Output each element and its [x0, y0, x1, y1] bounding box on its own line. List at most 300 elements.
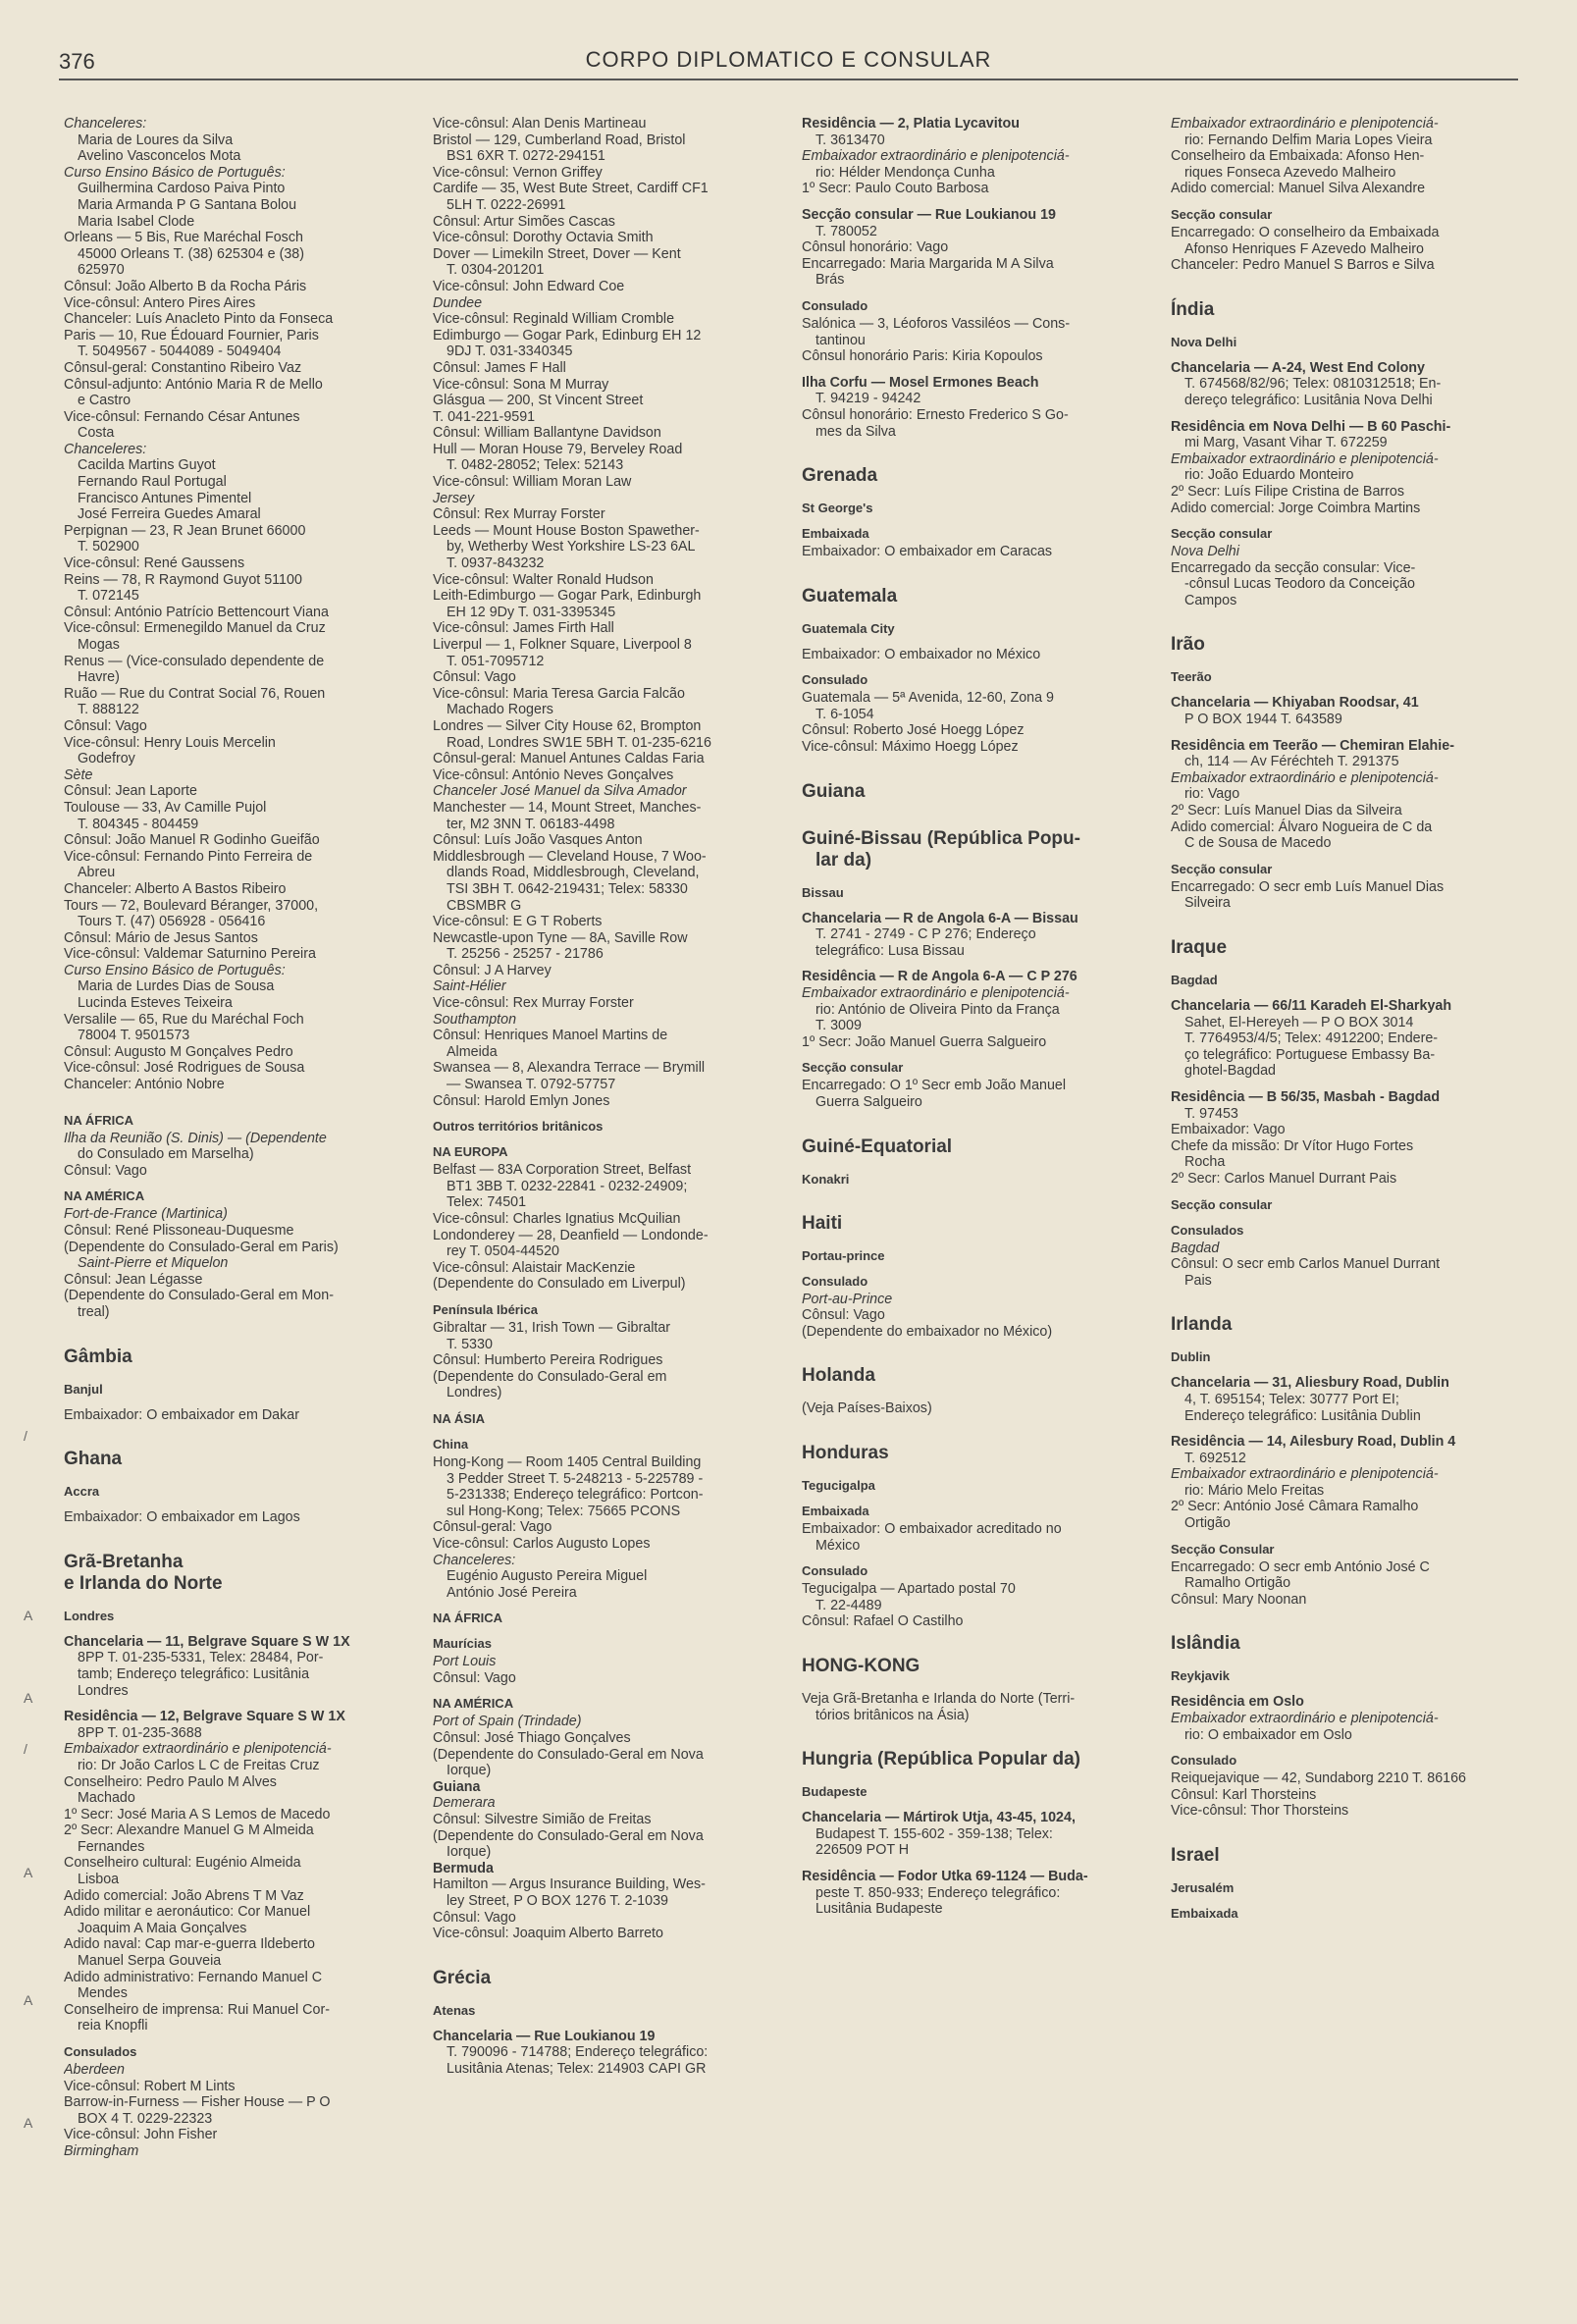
entry-line: Cônsul honorário: Ernesto Frederico S Go-	[802, 406, 1069, 423]
entry-line: Embaixador extraordinário e plenipotenciá-	[1171, 1711, 1439, 1727]
entry-line: by, Wetherby West Yorkshire LS-23 6AL	[447, 539, 696, 555]
city-heading: Atenas	[433, 2002, 476, 2018]
entry-line: dereço telegráfico: Lusitânia Nova Delhi	[1184, 392, 1433, 408]
entry-line: Vice-cônsul: John Edward Coe	[433, 278, 625, 294]
entry-line: Embaixador extraordinário e plenipotenciá-	[1171, 116, 1439, 132]
entry-line: Almeida	[447, 1043, 498, 1060]
country-heading: Irlanda	[1171, 1314, 1233, 1336]
entry-line: Lucinda Esteves Teixeira	[78, 995, 233, 1012]
entry-line: Tours — 72, Boulevard Béranger, 37000,	[64, 897, 319, 914]
entry-line: rio: Vago	[1184, 786, 1240, 803]
entry-line: T. 2741 - 2749 - C P 276; Endereço	[815, 926, 1036, 943]
entry-line: peste T. 850-933; Endereço telegráfico:	[815, 1884, 1061, 1901]
country-heading: Honduras	[802, 1442, 889, 1463]
section-heading: Consulados	[1171, 1222, 1244, 1238]
entry-line: mes da Silva	[815, 423, 896, 440]
entry-line: Cônsul: Roberto José Hoegg López	[802, 722, 1025, 739]
section-heading: Península Ibérica	[433, 1301, 538, 1317]
country-heading: Grécia	[433, 1967, 492, 1988]
entry-line: Chefe da missão: Dr Vítor Hugo Fortes	[1171, 1137, 1414, 1154]
entry-line: 2º Secr: Luís Manuel Dias da Silveira	[1171, 803, 1402, 819]
section-heading: NA ÁFRICA	[64, 1112, 134, 1128]
entry-line: mi Marg, Vasant Vihar T. 672259	[1184, 435, 1388, 451]
entry-line: Port of Spain (Trindade)	[433, 1714, 582, 1730]
entry-line: P O BOX 1944 T. 643589	[1184, 712, 1342, 728]
entry-line: Residência — 2, Platia Lycavitou	[802, 116, 1020, 132]
entry-line: Toulouse — 33, Av Camille Pujol	[64, 799, 267, 816]
entry-line: Godefroy	[78, 751, 135, 767]
entry-line: (Dependente do embaixador no México)	[802, 1323, 1053, 1340]
entry-line: Road, Londres SW1E 5BH T. 01-235-6216	[447, 734, 711, 751]
entry-line: Cônsul: J A Harvey	[433, 962, 552, 978]
country-heading: Guiana	[802, 780, 866, 802]
entry-line: Southampton	[433, 1011, 517, 1028]
entry-line: Vice-cônsul: Fernando Pinto Ferreira de	[64, 848, 313, 865]
entry-line: rio: António de Oliveira Pinto da França	[815, 1001, 1060, 1018]
entry-line: (Dependente do Consulado-Geral em Nova	[433, 1746, 704, 1763]
country-heading: Ghana	[64, 1449, 123, 1470]
entry-line: Cônsul honorário Paris: Kiria Kopoulos	[802, 348, 1043, 365]
entry-line: 2º Secr: Alexandre Manuel G M Almeida	[64, 1822, 314, 1839]
entry-line: T. 3009	[815, 1018, 862, 1034]
country-heading: Holanda	[802, 1365, 875, 1387]
entry-line: Afonso Henriques F Azevedo Malheiro	[1184, 240, 1424, 257]
spacer	[1171, 409, 1513, 419]
entry-line: Cônsul: Humberto Pereira Rodrigues	[433, 1352, 663, 1369]
entry-line: Renus — (Vice-consulado dependente de	[64, 653, 325, 669]
section-heading: Maurícias	[433, 1636, 492, 1652]
entry-line: (Dependente do Consulado-Geral em Mon-	[64, 1288, 334, 1304]
entry-line: Hamilton — Argus Insurance Building, Wes-	[433, 1876, 706, 1893]
entry-line: Adido comercial: Jorge Coimbra Martins	[1171, 500, 1421, 516]
entry-line: Lisboa	[78, 1872, 120, 1888]
entry-line: T. 674568/82/96; Telex: 0810312518; En-	[1184, 376, 1442, 393]
entry-line: Cônsul: Mary Noonan	[1171, 1591, 1307, 1608]
entry-line: e Castro	[78, 393, 131, 409]
entry-line: T. 94219 - 94242	[815, 391, 921, 407]
section-heading: Outros territórios britânicos	[433, 1119, 604, 1135]
country-heading: lar da)	[815, 849, 872, 871]
entry-line: T. 888122	[78, 702, 139, 718]
entry-line: Belfast — 83A Corporation Street, Belfast	[433, 1162, 692, 1179]
spacer	[1171, 728, 1513, 738]
column-1	[64, 116, 433, 2304]
edge-mark: A	[24, 1865, 33, 1880]
entry-line: Cônsul: João Manuel R Godinho Gueifão	[64, 832, 320, 849]
entry-line: Embaixador: Vago	[1171, 1122, 1286, 1138]
edge-mark: A	[24, 2115, 33, 2131]
entry-line: CBSMBR G	[447, 897, 522, 914]
entry-line: Embaixador: O embaixador em Lagos	[64, 1509, 300, 1526]
entry-line: Vice-cônsul: José Rodrigues de Sousa	[64, 1060, 305, 1077]
entry-line: T. 0482-28052; Telex: 52143	[447, 457, 624, 474]
entry-line: Vice-cônsul: Vernon Griffey	[433, 164, 603, 181]
entry-line: 8PP T. 01-235-5331, Telex: 28484, Por-	[78, 1650, 324, 1666]
country-heading: Israel	[1171, 1845, 1220, 1866]
entry-line: Orleans — 5 Bis, Rue Maréchal Fosch	[64, 230, 303, 246]
entry-line: Guiana	[433, 1778, 481, 1795]
entry-line: 2º Secr: Carlos Manuel Durrant Pais	[1171, 1170, 1397, 1187]
entry-line: ghotel-Bagdad	[1184, 1063, 1277, 1080]
entry-line: Encarregado: O secr emb Luís Manuel Dias	[1171, 878, 1445, 895]
entry-line: reia Knopfli	[78, 2018, 148, 2034]
entry-line: Salónica — 3, Léoforos Vassiléos — Cons-	[802, 315, 1071, 332]
entry-line: Cônsul: Rafael O Castilho	[802, 1613, 964, 1630]
entry-line: Vice-cônsul: António Neves Gonçalves	[433, 766, 674, 783]
entry-line: rio: João Eduardo Monteiro	[1184, 467, 1354, 484]
entry-line: T. 7764953/4/5; Telex: 4912200; Endere-	[1184, 1030, 1439, 1047]
entry-line: (Dependente do Consulado-Geral em	[433, 1368, 667, 1385]
entry-line: Cônsul: James F Hall	[433, 359, 566, 376]
entry-line: Cônsul-geral: Constantino Ribeiro Vaz	[64, 359, 302, 376]
entry-line: Vice-cônsul: Rex Murray Forster	[433, 995, 634, 1012]
entry-line: Chanceler José Manuel da Silva Amador	[433, 783, 687, 800]
entry-line: Adido militar e aeronáutico: Cor Manuel	[64, 1904, 311, 1921]
page-header	[59, 43, 1518, 80]
entry-line: Vice-cônsul: Fernando César Antunes	[64, 408, 300, 425]
entry-line: Embaixador extraordinário e plenipotenciá-	[1171, 769, 1439, 786]
city-heading: Bagdad	[1171, 973, 1218, 987]
entry-line: T. 780052	[815, 223, 877, 239]
entry-line: Ruão — Rue du Contrat Social 76, Rouen	[64, 685, 326, 702]
entry-line: Hong-Kong — Room 1405 Central Building	[433, 1453, 702, 1470]
entry-line: Costa	[78, 425, 115, 442]
entry-line: Demerara	[433, 1795, 496, 1812]
entry-line: Dover — Limekiln Street, Dover — Kent	[433, 245, 681, 262]
entry-line: Leeds — Mount House Boston Spawether-	[433, 522, 700, 539]
entry-line: Maria de Loures da Silva	[78, 132, 234, 148]
entry-line: Fernando Raul Portugal	[78, 474, 227, 491]
city-heading: Accra	[64, 1484, 100, 1500]
column-4	[1171, 116, 1531, 2304]
entry-line: Brás	[815, 272, 845, 289]
entry-line: Vice-cônsul: Valdemar Saturnino Pereira	[64, 946, 316, 963]
entry-line: rey T. 0504-44520	[447, 1243, 559, 1260]
entry-line: Cônsul honorário: Vago	[802, 239, 949, 256]
entry-line: Campos	[1184, 592, 1237, 608]
column-3	[802, 116, 1171, 2304]
entry-line: Chancelaria — Mártirok Utja, 43-45, 1024,	[802, 1810, 1076, 1826]
entry-line: Chanceler: Luís Anacleto Pinto da Fonseca	[64, 311, 334, 328]
entry-line: 78004 T. 9501573	[78, 1028, 190, 1044]
entry-line: Chancelaria — R de Angola 6-A — Bissau	[802, 910, 1078, 926]
country-heading: Guiné-Bissau (República Popu-	[802, 827, 1080, 849]
entry-line: 1º Secr: Paulo Couto Barbosa	[802, 181, 989, 197]
entry-line: Embaixador: O embaixador em Caracas	[802, 544, 1053, 560]
entry-line: Conselheiro da Embaixada: Afonso Hen-	[1171, 148, 1425, 165]
entry-line: Eugénio Augusto Pereira Miguel	[447, 1568, 648, 1585]
country-heading: Grenada	[802, 465, 878, 487]
entry-line: T. 041-221-9591	[433, 408, 536, 425]
entry-line: Vice-cônsul: John Fisher	[64, 2127, 218, 2143]
section-heading: Consulado	[802, 672, 868, 688]
entry-line: Cônsul: René Plissoneau-Duquesme	[64, 1223, 294, 1239]
entry-line: (Dependente do Consulado-Geral em Nova	[433, 1827, 704, 1844]
entry-line: telegráfico: Lusa Bissau	[815, 942, 965, 959]
entry-line: Curso Ensino Básico de Português:	[64, 962, 286, 978]
edge-mark: /	[24, 1428, 27, 1444]
entry-line: Vice-cônsul: Máximo Hoegg López	[802, 739, 1019, 756]
section-heading: NA AMÉRICA	[433, 1696, 514, 1712]
entry-line: Manchester — 14, Mount Street, Manches-	[433, 799, 702, 816]
entry-line: dlands Road, Middlesbrough, Cleveland,	[447, 865, 700, 881]
city-heading: Jerusalém	[1171, 1880, 1235, 1895]
entry-line: rio: Mário Melo Freitas	[1184, 1482, 1325, 1499]
entry-line: Swansea — 8, Alexandra Terrace — Brymill	[433, 1060, 706, 1077]
entry-line: Chancelaria — 31, Aliesbury Road, Dublin	[1171, 1375, 1449, 1392]
entry-line: do Consulado em Marselha)	[78, 1146, 254, 1163]
entry-line: Guerra Salgueiro	[815, 1094, 922, 1110]
country-heading: Irão	[1171, 634, 1205, 656]
spacer	[802, 1859, 1153, 1869]
entry-line: Vice-cônsul: Joaquim Alberto Barreto	[433, 1926, 663, 1942]
entry-line: tantinou	[815, 332, 866, 348]
entry-line: Vice-cônsul: Henry Louis Mercelin	[64, 734, 276, 751]
entry-line: Residência — B 56/35, Masbah - Bagdad	[1171, 1088, 1441, 1105]
entry-line: Francisco Antunes Pimentel	[78, 490, 252, 506]
section-heading: NA ÁSIA	[433, 1410, 485, 1426]
entry-line: Chancelaria — Rue Loukianou 19	[433, 2028, 656, 2044]
entry-line: Iorque)	[447, 1763, 492, 1779]
entry-line: Barrow-in-Furness — Fisher House — P O	[64, 2094, 331, 2111]
section-heading: Consulado	[802, 297, 868, 313]
entry-line: Conselheiro: Pedro Paulo M Alves	[64, 1773, 277, 1790]
entry-line: Guilhermina Cardoso Paiva Pinto	[78, 181, 286, 197]
entry-line: Maria Armanda P G Santana Bolou	[78, 196, 297, 213]
entry-line: Embaixador extraordinário e plenipotenciá-	[1171, 450, 1439, 467]
entry-line: Glásgua — 200, St Vincent Street	[433, 393, 644, 409]
entry-line: Vice-cônsul: Dorothy Octavia Smith	[433, 230, 654, 246]
entry-line: Bristol — 129, Cumberland Road, Bristol	[433, 132, 686, 148]
entry-line: Vice-cônsul: Maria Teresa Garcia Falcão	[433, 685, 685, 702]
entry-line: Silveira	[1184, 895, 1231, 912]
country-heading: Islândia	[1171, 1633, 1240, 1655]
entry-line: Cônsul: Augusto M Gonçalves Pedro	[64, 1043, 293, 1060]
entry-line: Cônsul: Jean Laporte	[64, 783, 197, 800]
entry-line: Maria de Lurdes Dias de Sousa	[78, 978, 275, 995]
spacer	[64, 1699, 415, 1709]
entry-line: Perpignan — 23, R Jean Brunet 66000	[64, 522, 306, 539]
entry-line: Endereço telegráfico: Lusitânia Dublin	[1184, 1407, 1421, 1424]
entry-line: Chancelaria — 66/11 Karadeh El-Sharkyah	[1171, 998, 1452, 1014]
entry-line: Versalile — 65, Rue du Maréchal Foch	[64, 1011, 304, 1028]
entry-line: Liverpul — 1, Folkner Square, Liverpool 8	[433, 637, 692, 653]
entry-line: Cacilda Martins Guyot	[78, 457, 216, 474]
entry-line: T. 692512	[1184, 1450, 1246, 1466]
entry-line: Pais	[1184, 1272, 1212, 1289]
entry-line: T. 790096 - 714788; Endereço telegráfico:	[447, 2044, 709, 2061]
edge-mark: A	[24, 1690, 33, 1706]
city-heading: Tegucigalpa	[802, 1477, 875, 1493]
entry-line: ley Street, P O BOX 1276 T. 2-1039	[447, 1893, 668, 1909]
directory-columns	[64, 116, 1531, 2304]
column-2	[433, 116, 802, 2304]
entry-line: 625970	[78, 262, 125, 279]
entry-line: Cônsul: Henriques Manoel Martins de	[433, 1028, 668, 1044]
entry-line: Cônsul: Vago	[64, 1162, 147, 1179]
entry-line: Joaquim A Maia Gonçalves	[78, 1920, 247, 1936]
entry-line: Fernandes	[78, 1838, 145, 1855]
section-heading: Secção consular	[802, 1060, 904, 1076]
section-heading: Consulados	[64, 2044, 137, 2059]
entry-line: EH 12 9Dy T. 031-3395345	[447, 604, 616, 620]
city-heading: Portau-prince	[802, 1247, 885, 1263]
entry-line: Residência — 14, Ailesbury Road, Dublin 4	[1171, 1434, 1456, 1451]
entry-line: 1º Secr: José Maria A S Lemos de Macedo	[64, 1806, 331, 1822]
entry-line: Cônsul: Vago	[433, 669, 516, 686]
entry-line: Saint-Pierre et Miquelon	[78, 1255, 229, 1272]
entry-line: 9DJ T. 031-3340345	[447, 343, 573, 360]
entry-line: Chanceler: António Nobre	[64, 1077, 225, 1093]
entry-line: Cônsul: Silvestre Simião de Freitas	[433, 1812, 652, 1828]
section-heading: China	[433, 1436, 469, 1452]
entry-line: Embaixador: O embaixador em Dakar	[64, 1406, 299, 1423]
entry-line: Ilha da Reunião (S. Dinis) — (Dependente	[64, 1130, 327, 1146]
entry-line: Vice-cônsul: Robert M Lints	[64, 2078, 236, 2094]
entry-line: Encarregado da secção consular: Vice-	[1171, 559, 1416, 576]
entry-line: António José Pereira	[447, 1584, 577, 1601]
entry-line: Port Louis	[433, 1654, 497, 1670]
spacer	[1171, 1424, 1513, 1434]
section-heading: Secção consular	[1171, 861, 1273, 876]
entry-line: (Veja Países-Baixos)	[802, 1400, 932, 1417]
city-heading: Londres	[64, 1608, 115, 1623]
entry-line: Tours T. (47) 056928 - 056416	[78, 914, 266, 930]
entry-line: Chancelaria — 11, Belgrave Square S W 1X	[64, 1633, 350, 1650]
city-heading: Budapeste	[802, 1784, 867, 1800]
entry-line: Vice-cônsul: Thor Thorsteins	[1171, 1803, 1349, 1820]
entry-line: Lusitânia Atenas; Telex: 214903 CAPI GR	[447, 2060, 707, 2077]
entry-line: Edimburgo — Gogar Park, Edinburg EH 12	[433, 327, 702, 343]
entry-line: sul Hong-Kong; Telex: 75665 PCONS	[447, 1503, 681, 1519]
entry-line: Reiquejavique — 42, Sundaborg 2210 T. 86166	[1171, 1770, 1466, 1787]
entry-line: Cônsul: João Alberto B da Rocha Páris	[64, 278, 307, 294]
entry-line: Chanceleres:	[64, 116, 147, 132]
entry-line: Cônsul: William Ballantyne Davidson	[433, 425, 661, 442]
entry-line: Adido naval: Cap mar-e-guerra Ildeberto	[64, 1936, 315, 1953]
entry-line: T. 3613470	[815, 132, 885, 148]
entry-line: Ramalho Ortigão	[1184, 1575, 1291, 1592]
entry-line: Newcastle-upon Tyne — 8A, Saville Row	[433, 929, 688, 946]
entry-line: BT1 3BB T. 0232-22841 - 0232-24909;	[447, 1178, 688, 1194]
entry-line: Londres	[78, 1682, 129, 1699]
entry-line: — Swansea T. 0792-57757	[447, 1077, 616, 1093]
entry-line: rio: O embaixador em Oslo	[1184, 1726, 1352, 1743]
country-heading: Índia	[1171, 298, 1215, 320]
section-heading: Consulado	[802, 1273, 868, 1289]
entry-line: 5-231338; Endereço telegráfico: Portcon-	[447, 1487, 704, 1504]
entry-line: rio: Dr João Carlos L C de Freitas Cruz	[78, 1757, 320, 1773]
entry-line: Cônsul: Karl Thorsteins	[1171, 1786, 1317, 1803]
entry-line: Chancelaria — A-24, West End Colony	[1171, 359, 1425, 376]
entry-line: Bermuda	[433, 1860, 494, 1876]
entry-line: Machado	[78, 1790, 135, 1807]
entry-line: Embaixador extraordinário e plenipotenciá-	[802, 985, 1070, 1002]
country-heading: Hungria (República Popular da)	[802, 1749, 1080, 1770]
entry-line: Vice-cônsul: Carlos Augusto Lopes	[433, 1535, 651, 1552]
entry-line: 226509 POT H	[815, 1842, 910, 1859]
entry-line: ço telegráfico: Portuguese Embassy Ba-	[1184, 1046, 1436, 1063]
entry-line: C de Sousa de Macedo	[1184, 835, 1332, 852]
spacer	[802, 197, 1153, 207]
city-heading: Teerão	[1171, 669, 1212, 685]
entry-line: Fort-de-France (Martinica)	[64, 1206, 228, 1223]
entry-line: Vice-cônsul: Sona M Murray	[433, 376, 609, 393]
entry-line: Dundee	[433, 294, 483, 311]
entry-line: Encarregado: O secr emb António José C	[1171, 1558, 1430, 1575]
edge-mark: A	[24, 1992, 33, 2008]
city-heading: St George's	[802, 501, 873, 516]
entry-line: Vice-cônsul: James Firth Hall	[433, 620, 614, 637]
entry-line: Chanceleres:	[64, 441, 147, 457]
edge-mark: /	[24, 1741, 27, 1757]
entry-line: Avelino Vasconcelos Mota	[78, 148, 241, 165]
section-heading: Secção consular	[1171, 1196, 1273, 1212]
entry-line: Londonderey — 28, Deanfield — Londonde-	[433, 1227, 709, 1243]
entry-line: Aberdeen	[64, 2062, 126, 2078]
entry-line: Sahet, El-Hereyeh — P O BOX 3014	[1184, 1014, 1414, 1030]
entry-line: BOX 4 T. 0229-22323	[78, 2110, 213, 2127]
entry-line: Cônsul: Artur Simões Cascas	[433, 213, 615, 230]
entry-line: Guatemala — 5ª Avenida, 12-60, Zona 9	[802, 690, 1054, 707]
country-heading: Grã-Bretanha	[64, 1551, 184, 1572]
entry-line: Encarregado: O 1º Secr emb João Manuel	[802, 1078, 1067, 1094]
entry-line: 45000 Orleans T. (38) 625304 e (38)	[78, 245, 305, 262]
country-heading: Guiné-Equatorial	[802, 1136, 953, 1157]
entry-line: T. 5049567 - 5044089 - 5049404	[78, 343, 282, 360]
entry-line: (Dependente do Consulado em Liverpul)	[433, 1276, 686, 1293]
entry-line: T. 072145	[78, 588, 139, 605]
city-heading: Konakri	[802, 1171, 850, 1187]
entry-line: Cônsul: José Thiago Gonçalves	[433, 1730, 631, 1747]
city-heading: Nova Delhi	[1171, 334, 1237, 349]
entry-line: Cônsul: Vago	[802, 1307, 885, 1324]
page-number: 376	[59, 49, 95, 74]
entry-line: Adido administrativo: Fernando Manuel C	[64, 1969, 323, 1985]
entry-line: Havre)	[78, 669, 120, 686]
entry-line: Vice-cônsul: Reginald William Cromble	[433, 311, 675, 328]
edge-mark: A	[24, 1608, 33, 1623]
entry-line: Cônsul-geral: Vago	[433, 1519, 552, 1536]
entry-line: Vice-cônsul: Charles Ignatius McQuilian	[433, 1211, 681, 1227]
entry-line: Cônsul: Vago	[433, 1669, 516, 1686]
entry-line: TSI 3BH T. 0642-219431; Telex: 58330	[447, 880, 688, 897]
entry-line: Abreu	[78, 865, 116, 881]
country-heading: Iraque	[1171, 937, 1228, 958]
entry-line: 8PP T. 01-235-3688	[78, 1724, 202, 1741]
entry-line: Vice-cônsul: René Gaussens	[64, 555, 245, 572]
entry-line: Londres)	[447, 1385, 502, 1401]
entry-line: Chancelaria — Khiyaban Roodsar, 41	[1171, 695, 1419, 712]
city-heading: Bissau	[802, 884, 844, 900]
entry-line: Chanceleres:	[433, 1552, 516, 1568]
entry-line: 4, T. 695154; Telex: 30777 Port EI;	[1184, 1391, 1399, 1407]
entry-line: T. 5330	[447, 1336, 493, 1352]
entry-line: Maria Isabel Clode	[78, 213, 195, 230]
section-heading: Embaixada	[1171, 1906, 1238, 1921]
country-heading: Gâmbia	[64, 1346, 132, 1367]
entry-line: Embaixador: O embaixador no México	[802, 646, 1041, 662]
section-heading: NA AMÉRICA	[64, 1188, 145, 1204]
city-heading: Dublin	[1171, 1349, 1211, 1365]
entry-line: Ortigão	[1184, 1515, 1231, 1532]
entry-line: tórios britânicos na Ásia)	[815, 1707, 970, 1723]
entry-line: Cônsul: Luís João Vasques Anton	[433, 832, 643, 849]
entry-line: Leith-Edimburgo — Gogar Park, Edinburgh	[433, 588, 702, 605]
entry-line: Tegucigalpa — Apartado postal 70	[802, 1581, 1016, 1598]
entry-line: BS1 6XR T. 0272-294151	[447, 148, 605, 165]
entry-line: Vice-cônsul: Ermenegildo Manuel da Cruz	[64, 620, 326, 637]
